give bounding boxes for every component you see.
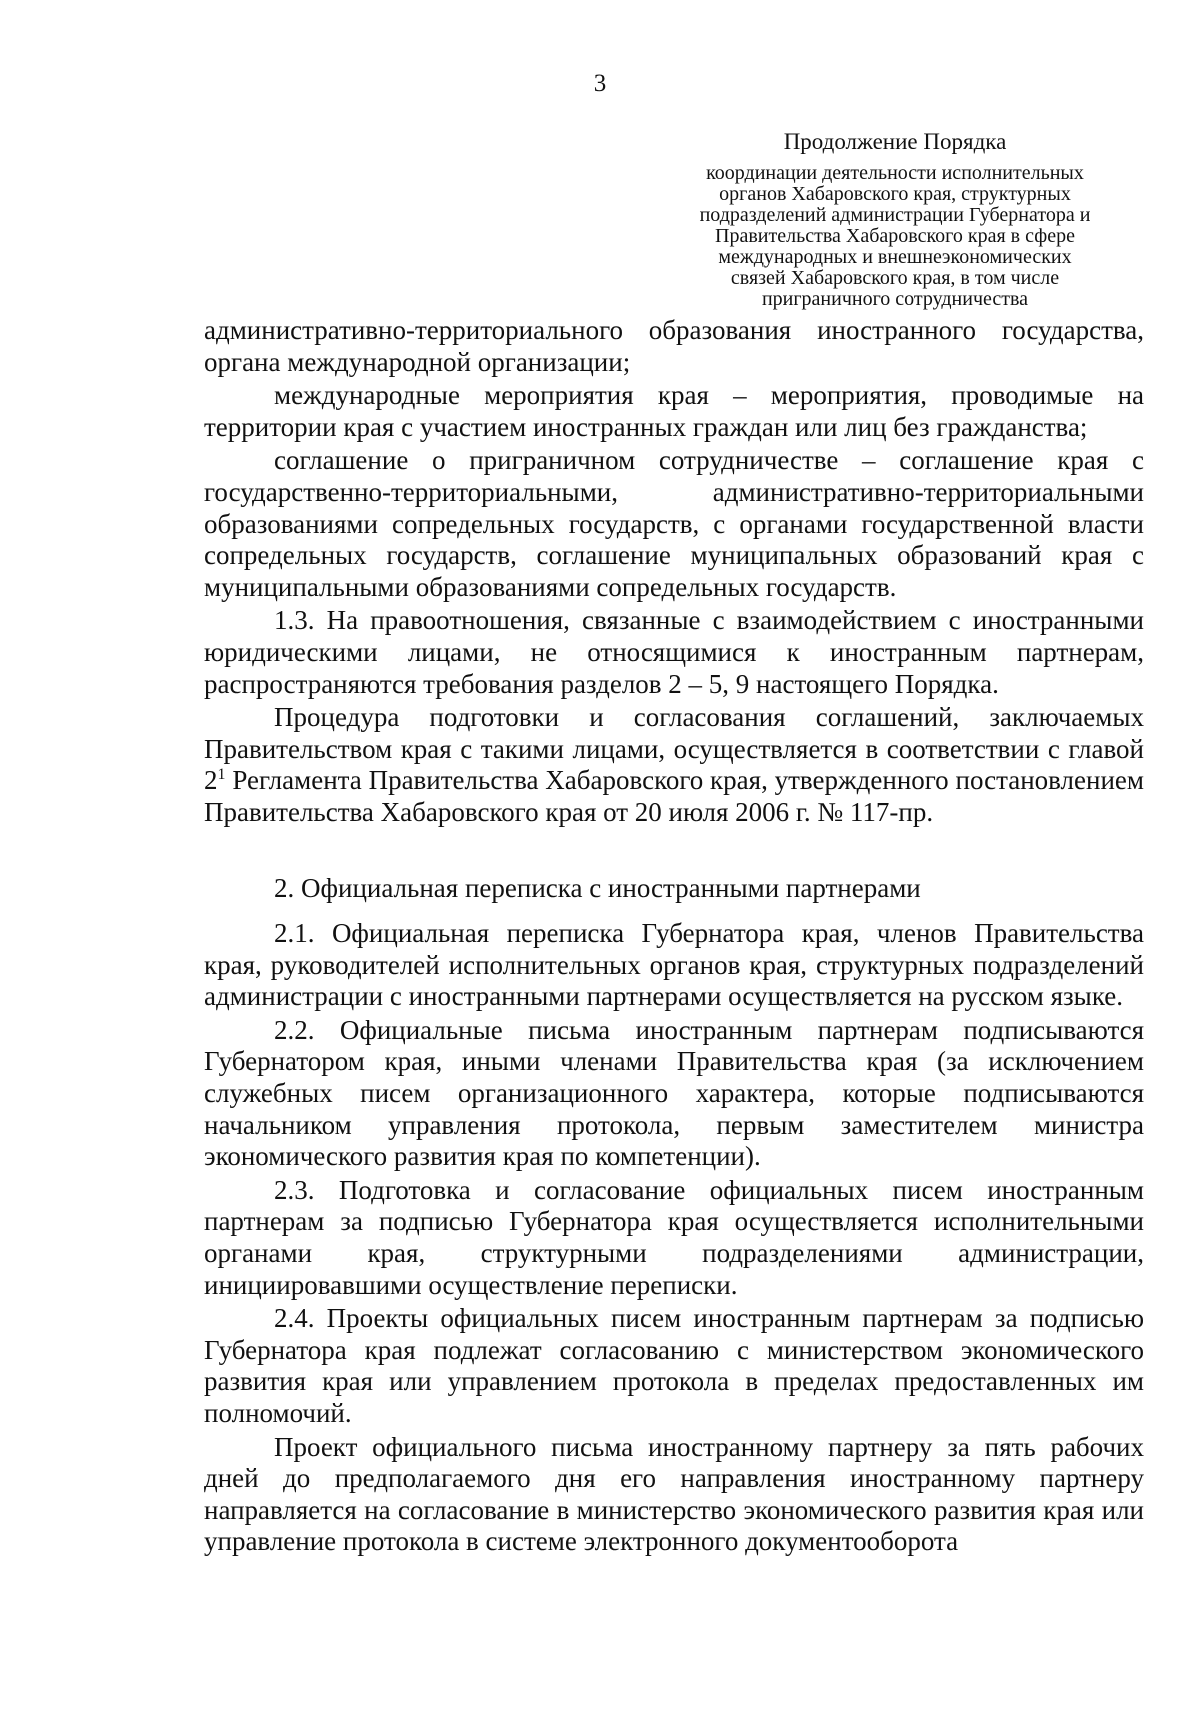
page-number: 3 <box>593 70 607 97</box>
header-line: органов Хабаровского края, структурных <box>719 183 1071 205</box>
paragraph-continuation: административно-территориального образования иностранного государства, органа международной организации; <box>204 315 1144 377</box>
paragraph-1-3: 1.3. На правоотношения, связанные с взаимодействием с иностранными юридическими лицами, не относящимися к иностранным партнерам, распространяются требования разделов 2 – 5, 9 настоящего Порядка. <box>204 605 1144 699</box>
paragraph-procedure <box>204 702 1144 828</box>
paragraph-definition-agreement: соглашение о приграничном сотрудничестве – соглашение края с государственно-территориальными, административно-территориальными образованиями сопредельных государств, с органами государственной власти сопредельных государств, соглашение муниципальных образований края с муниципальными образованиями сопредельных государств. <box>204 445 1144 602</box>
superscript-marker: 1 <box>217 766 226 784</box>
header-line: подразделений администрации Губернатора и <box>699 204 1091 226</box>
document-body <box>204 315 1144 1560</box>
paragraph-2-3: 2.3. Подготовка и согласование официальных писем иностранным партнерам за подписью Губернатора края осуществляется исполнительными органами края, структурными подразделениями администрации, инициировавшими осуществление переписки. <box>204 1174 1144 1300</box>
paragraph-procedure-text: Процедура подготовки и согласования соглашений, заключаемых Правительством края с такими лицами, осуществляется в соответствии с главой 2 <box>204 702 1144 796</box>
header-line: международных и внешнеэкономических <box>718 246 1072 268</box>
paragraph-2-2: 2.2. Официальные письма иностранным партнерам подписываются Губернатором края, иными членами Правительства края (за исключением служебных писем организационного характера, которые подписываются начальником управления протокола, первым заместителем министра экономического развития края по компетенции). <box>204 1014 1144 1172</box>
header-title: Продолжение Порядка <box>783 129 1007 154</box>
section-heading: 2. Официальная переписка с иностранными партнерами <box>274 872 921 903</box>
paragraph-definition-events: международные мероприятия края – мероприятия, проводимые на территории края с участием иностранных граждан или лиц без гражданства; <box>204 380 1144 442</box>
header-line: Правительства Хабаровского края в сфере <box>715 225 1075 247</box>
paragraph-2-1: 2.1. Официальная переписка Губернатора края, членов Правительства края, руководителей исполнительных органов края, структурных подразделений администрации с иностранными партнерами осуществляется на русском языке. <box>204 918 1144 1012</box>
header-line: связей Хабаровского края, в том числе <box>730 267 1060 289</box>
header-line: приграничного сотрудничества <box>761 288 1029 310</box>
header-line: координации деятельности исполнительных <box>706 162 1084 184</box>
paragraph-project-letter: Проект официального письма иностранному партнеру за пять рабочих дней до предполагаемого дня его направления иностранному партнеру направляется на согласование в министерство экономического развития края или управление протокола в системе электронного документооборота <box>204 1431 1144 1557</box>
paragraph-2-4: 2.4. Проекты официальных писем иностранным партнерам за подписью Губернатора края подлежат согласованию с министерством экономического развития края или управлением протокола в пределах предоставленных им полномочий. <box>204 1303 1144 1428</box>
paragraph-procedure-text-end: Регламента Правительства Хабаровского края, утвержденного постановлением Правительства Хабаровского края от 20 июля 2006 г. № 117-пр. <box>204 765 1144 827</box>
document-header <box>660 127 1130 310</box>
